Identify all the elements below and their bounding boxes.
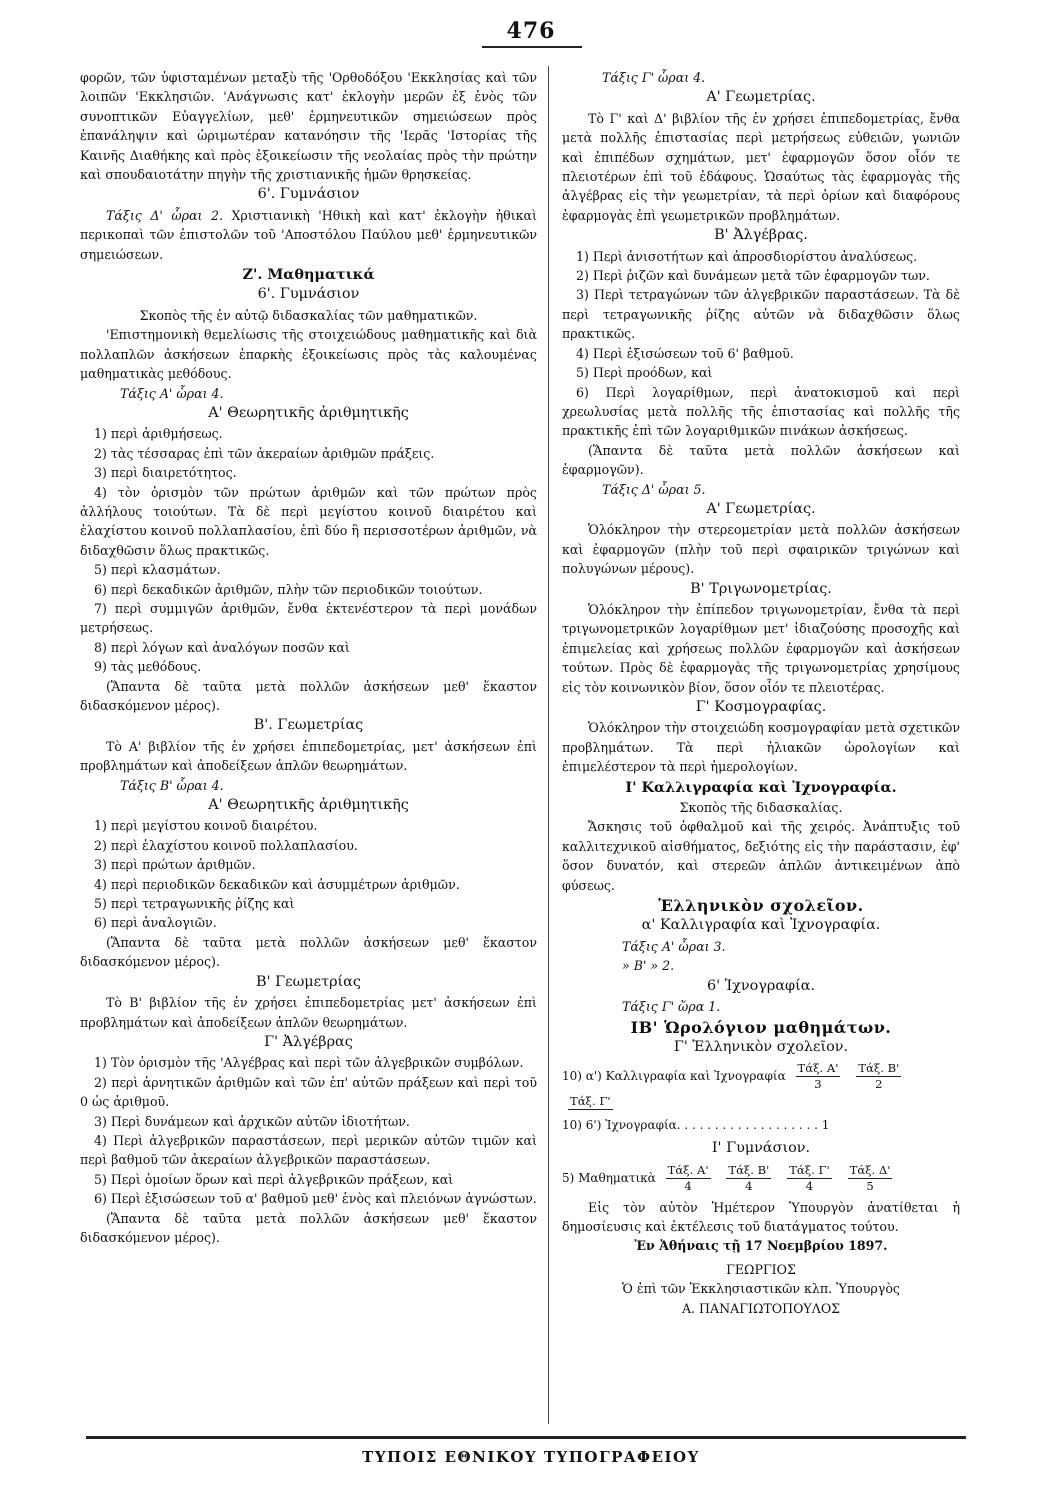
class-hours: Τάξις Β' ὧραι 4. (120, 777, 224, 793)
heading-arithmetic: Α' Θεωρητικῆς ἀριθμητικῆς (208, 404, 409, 421)
paragraph-foundation: 'Επιστημονικὴ θεμελίωσις τῆς στοιχειώδους μαθηματικῆς καὶ διὰ πολλαπλῶν ἀσκήσεων ἐπαρκὴς ἐξοικείωσις πρὸς τὰς καλουμένας μαθηματικὰς μεθόδους. (80, 327, 537, 382)
heading-geometry: Α' Γεωμετρίας. (706, 89, 816, 106)
paragraph-trigonometry: Ὁλόκληρον τὴν ἐπίπεδον τριγωνομετρίαν, ἔνθα τὰ περὶ τριγωνομετρικῶν λογαρίθμων μετ' ἰδιαζούσης προσοχῆς καὶ ἐπιμελείας καὶ χρήσεως πολλῶν ἐφαρμογῶν καὶ ἀσκήσεων τούτων. Πρὸς δὲ ἐφαρμογὰς τῆς τριγωνομετρίας χρησίμους εἰς τὸν κοινωνικὸν βίον, ὅσον οἷόν τε πλειοτέρας. (562, 601, 960, 695)
schedule-row-mathematics (562, 1163, 960, 1194)
list-item: 9) τὰς μεθόδους. (94, 659, 202, 675)
schedule-cell: $\frac{\text{Τάξ. Γ'}}{4}$ (789, 1162, 830, 1193)
list-item: 5) Περὶ ὁμοίων ὅρων καὶ περὶ ἀλγεβρικῶν πράξεων, καὶ (94, 1171, 454, 1187)
schedule-cell: $\frac{\text{Τάξ. Β'}}{4}$ (728, 1162, 770, 1193)
list-item: 1) περὶ ἀριθμήσεως. (94, 426, 223, 442)
list-item: 8) περὶ λόγων καὶ ἀναλόγων ποσῶν καὶ (94, 639, 350, 655)
list-item: 7) περὶ συμμιγῶν ἀριθμῶν, ἔνθα ἐκτενέστερον τὰ περὶ μονάδων μετρήσεως. (80, 600, 537, 636)
list-item: 2) περὶ ἀρνητικῶν ἀριθμῶν καὶ τῶν ἐπ' αὐτῶν πράξεων καὶ περὶ τοῦ 0 ὡς ἀριθμοῦ. (80, 1074, 537, 1110)
schedule-label: 5) Μαθηματικὰ (562, 1170, 656, 1185)
heading-hellenic-school: Ἑλληνικὸν σχολεῖον. (658, 896, 864, 916)
heading-algebra: Β' Ἀλγέβρας. (714, 227, 808, 244)
list-item: 3) Περὶ τετραγώνων τῶν ἀλγεβρικῶν παραστάσεων. Τὰ δὲ περὶ τετραγωνικῆς ῥίζης αὐτῶν νὰ διδαχθῶσιν ὅλως πρακτικῶς. (562, 287, 960, 342)
note: (Ἅπαντα δὲ ταῦτα μετὰ πολλῶν ἀσκήσεων μεθ' ἕκαστον διδασκόμενον μέρος). (80, 934, 537, 970)
column-divider (548, 66, 549, 1424)
schedule-row-calligraphy (562, 1061, 960, 1111)
paragraph-decree-execution: Εἰς τὸν αὐτὸν Ἡμέτερον Ὑπουργὸν ἀνατίθεται ἡ δημοσίευσις καὶ ἐκτέλεσις τοῦ διατάγματος τούτου. (562, 1199, 960, 1234)
heading-gymnasium: Ι' Γυμνάσιον. (711, 1140, 811, 1157)
list-item: 6) περὶ ἀναλογιῶν. (94, 915, 217, 931)
note: (Ἅπαντα δὲ ταῦτα μετὰ πολλῶν ἀσκήσεων μεθ' ἕκαστον διδασκόμενον μέρος). (80, 1210, 537, 1245)
paragraph-calligraphy: Ἄσκησις τοῦ ὀφθαλμοῦ καὶ τῆς χειρός. Ἀνάπτυξις τοῦ καλλιτεχνικοῦ αἰσθήματος, δεξιότης εἰς τὴν παράστασιν, ἐφ' ὅσον δυνατόν, καὶ στερεῶν ἁπλῶν ἀντικειμένων ἀπὸ φύσεως. (562, 819, 960, 893)
list-item: 2) τὰς τέσσαρας ἐπὶ τῶν ἀκεραίων ἀριθμῶν πράξεις. (94, 445, 435, 461)
list-item: 1) Περὶ ἀνισοτήτων καὶ ἀπροσδιορίστου ἀναλύσεως. (576, 248, 918, 264)
list-item: 4) Περὶ ἐξισώσεων τοῦ 6' βαθμοῦ. (576, 345, 794, 361)
heading-trigonometry: Β' Τριγωνομετρίας. (690, 580, 832, 597)
paragraph-cosmography: Ὁλόκληρον τὴν στοιχειώδη κοσμογραφίαν μετὰ σχετικῶν προβλημάτων. Τὰ περὶ ἡλιακῶν ὡρολογίων καὶ ἐπιμελέστερον τὰ περὶ ἡμερολογίων. (562, 720, 960, 775)
list-item: 2) Περὶ ῥιζῶν καὶ δυνάμεων μετὰ τῶν ἐφαρμογῶν των. (576, 268, 930, 284)
heading-calligraphy: α' Καλλιγραφία καὶ Ἰχνογραφία. (641, 917, 881, 934)
heading-gymnasium: 6'. Γυμνάσιον (257, 186, 360, 203)
arithmetic-list-a (80, 424, 537, 676)
list-item: 6) περὶ δεκαδικῶν ἀριθμῶν, πλὴν τῶν περιοδικῶν τοιούτων. (94, 581, 483, 597)
ethics-text: Χριστιανικὴ 'Ηθικὴ καὶ κατ' ἐκλογὴν ἠθικαὶ περικοπαὶ τῶν ἐπιστολῶν τοῦ 'Αποστόλου Παύλου μεθ' ἑρμηνευτικῶν σημειώσεων. (80, 207, 537, 262)
list-item: 3) Περὶ δυνάμεων καὶ ἀρχικῶν αὐτῶν ἰδιοτήτων. (94, 1113, 410, 1129)
list-item: 5) περὶ κλασμάτων. (94, 562, 221, 578)
schedule-cell: Τάξ. Γ' (570, 1093, 611, 1108)
class-hours: Τάξις Γ' ὥρα 1. (622, 999, 721, 1015)
heading-mathematics: Ζ'. Μαθηματικά (242, 266, 375, 284)
schedule-label: 10) α') Καλλιγραφία καὶ Ἰχνογραφία (562, 1069, 786, 1084)
list-item: 3) περὶ διαιρετότητος. (94, 465, 237, 481)
heading-drawing: 6' Ἰχνογραφία. (706, 977, 816, 994)
paragraph-ethics (80, 206, 537, 264)
class-hours: Τάξις Δ' ὧραι 5. (602, 481, 706, 497)
heading-geometry: Β' Γεωμετρίας (256, 973, 361, 990)
page-number: 476 (506, 18, 556, 44)
heading-geometry: Α' Γεωμετρίας. (706, 500, 816, 517)
algebra-list (562, 247, 960, 441)
heading-arithmetic: Α' Θεωρητικῆς ἀριθμητικῆς (208, 797, 409, 814)
list-item: 6) Περὶ λογαρίθμων, περὶ ἀνατοκισμοῦ καὶ περὶ χρεωλυσίας μετὰ πολλῆς τῆς ἐπιστασίας καὶ πολλῆς τῆς πρακτικῆς ἐπὶ τῶν λογαριθμικῶν πινάκων ἀσκήσεως. (562, 384, 960, 439)
list-item: 3) περὶ πρώτων ἀριθμῶν. (94, 857, 256, 873)
paragraph-geometry: Τὸ Α' βιβλίον τῆς ἐν χρήσει ἐπιπεδομετρίας, μετ' ἀσκήσεων ἐπὶ προβλημάτων καὶ ἀποδείξεων ἁπλῶν θεωρημάτων. (80, 738, 537, 774)
class-hours: Τάξις Α' ὧραι 4. (120, 385, 224, 401)
heading-calligraphy: Ι' Καλλιγραφία καὶ Ἰχνογραφία. (625, 778, 897, 796)
list-item: 2) περὶ ἐλαχίστου κοινοῦ πολλαπλασίου. (94, 837, 358, 853)
schedule-row-drawing: 10) 6') Ἰχνογραφία. . . . . . . . . . . . . . . . . . . 1 (562, 1117, 830, 1132)
arithmetic-list-b (80, 816, 537, 932)
heading-gymnasium: 6'. Γυμνάσιον (257, 286, 360, 303)
class-hours: Τάξις Α' ὧραι 3. (622, 938, 726, 954)
paragraph-geometry: Τὸ Γ' καὶ Δ' βιβλίον τῆς ἐν χρήσει ἐπιπεδομετρίας, ἔνθα μετὰ πολλῆς ἐπιστασίας περὶ μετρήσεως εὐθειῶν, γωνιῶν καὶ ἐπιπέδων σχημάτων, μετ' ἐφαρμογῶν ὅσον οἷόν τε πλειοτέρων ἐπὶ τοῦ ἐδάφους. Ὡσαύτως τὰς ἐφαρμογὰς τῆς ἀλγέβρας εἰς τὴν γεωμετρίαν, τὰ περὶ ὁρίων καὶ διαφόρους ἐφαρμογὰς ἐπὶ γεωμετρικῶν προβλημάτων. (562, 110, 960, 223)
class-hours: Τάξις Γ' ὧραι 4. (602, 70, 706, 85)
bottom-rule (86, 1436, 966, 1439)
signature-king: ΓΕΩΡΓΙΟΣ (726, 1261, 796, 1277)
paragraph-religion: φορῶν, τῶν ὑφισταμένων μεταξὺ τῆς 'Ορθοδόξου 'Εκκλησίας καὶ τῶν λοιπῶν 'Εκκλησιῶν. 'Ανάγνωσις κατ' ἐκλογὴν μερῶν ἐξ ἑνὸς τῶν συνοπτικῶν Εὐαγγελίων, μεθ' ἑρμηνευτικῶν σημειώσεων πρὸς ἐπανάληψιν καὶ ὡριμωτέραν κατανόησιν τῆς 'Ιερᾶς 'Ιστορίας τῆς Καινῆς Διαθήκης καὶ πρὸς ἐξοικείωσιν τῆς νεολαίας πρὸς τὴν πρώτην καὶ σπουδαιοτάτην πηγὴν τῆς χριστιανικῆς ἡμῶν θρησκείας. (80, 70, 537, 183)
list-item: 4) Περὶ ἀλγεβρικῶν παραστάσεων, περὶ μερικῶν αὐτῶν τιμῶν καὶ περὶ βαθμοῦ τῶν ἀκεραίων ἀλγεβρικῶν παραστάσεων. (80, 1132, 537, 1168)
list-item: 6) Περὶ ἐξισώσεων τοῦ α' βαθμοῦ μεθ' ἑνὸς καὶ πλειόνων ἀγνώστων. (94, 1191, 537, 1207)
heading-hellenic-school: Γ' Ἑλληνικὸν σχολεῖον. (673, 1038, 849, 1055)
signature-role: Ὁ ἐπὶ τῶν Ἐκκλησιαστικῶν κλπ. Ὑπουργὸς (622, 1281, 900, 1297)
list-item: 1) περὶ μεγίστου κοινοῦ διαιρέτου. (94, 818, 318, 834)
heading-geometry: Β'. Γεωμετρίας (253, 717, 364, 734)
note: (Ἅπαντα δὲ ταῦτα μετὰ πολλῶν ἀσκήσεων καὶ ἐφαρμογῶν). (562, 442, 960, 478)
list-item: 4) τὸν ὁρισμὸν τῶν πρώτων ἀριθμῶν καὶ τῶν πρώτων πρὸς ἀλλήλους τοιούτων. Τὰ δὲ περὶ μεγίστου κοινοῦ διαιρέτου καὶ ἐλαχίστου κοινοῦ πολλαπλασίου, ἐπὶ δύο ἢ περισσοτέρων ἀριθμῶν, νὰ διδαχθῶσιν ὅλως πρακτικῶς. (80, 484, 537, 558)
heading-cosmography: Γ' Κοσμογραφίας. (695, 699, 827, 715)
purpose-line: Σκοπὸς τῆς ἐν αὐτῷ διδασκαλίας τῶν μαθηματικῶν. (139, 307, 478, 323)
heading-timetable: ΙΒ' Ὡρολόγιον μαθημάτων. (630, 1017, 892, 1037)
list-item: 5) Περὶ προόδων, καὶ (576, 365, 713, 381)
schedule-cell: $\frac{\text{Τάξ. Β'}}{2}$ (858, 1061, 900, 1092)
list-item: 5) περὶ τετραγωνικῆς ῥίζης καὶ (94, 896, 295, 912)
paragraph-geometry: Τὸ Β' βιβλίον τῆς ἐν χρήσει ἐπιπεδομετρίας μετ' ἀσκήσεων ἐπὶ προβλημάτων καὶ ἀποδείξεων ἁπλῶν θεωρημάτων. (80, 995, 537, 1030)
top-rule (482, 46, 582, 48)
algebra-list (80, 1053, 537, 1208)
schedule-cell: $\frac{\text{Τάξ. Α'}}{4}$ (667, 1162, 709, 1193)
schedule-cell: $\frac{\text{Τάξ. Α'}}{3}$ (797, 1061, 839, 1092)
left-column (80, 68, 537, 1247)
decree-date: Ἐν Ἀθήναις τῇ 17 Νοεμβρίου 1897. (634, 1238, 888, 1254)
printer-line: ΤΥΠΟΙΣ ΕΘΝΙΚΟΥ ΤΥΠΟΓΡΑΦΕΙΟΥ (362, 1448, 700, 1466)
class-hours: » Β' » 2. (622, 958, 675, 974)
schedule-cell: $\frac{\text{Τάξ. Δ'}}{5}$ (849, 1162, 891, 1193)
right-column (562, 68, 960, 1318)
heading-algebra: Γ' Ἀλγέβρας (264, 1033, 353, 1050)
signature-minister: Α. ΠΑΝΑΓΙΩΤΟΠΟΥΛΟΣ (681, 1300, 841, 1316)
list-item: 4) περὶ περιοδικῶν δεκαδικῶν καὶ ἀσυμμέτρων ἀριθμῶν. (94, 876, 460, 892)
purpose-line: Σκοπὸς τῆς διδασκαλίας. (679, 800, 843, 816)
note: (Ἅπαντα δὲ ταῦτα μετὰ πολλῶν ἀσκήσεων μεθ' ἕκαστον διδασκόμενον μέρος). (80, 678, 537, 713)
class-hours: Τάξις Δ' ὧραι 2. (106, 207, 223, 223)
list-item: 1) Τὸν ὁρισμὸν τῆς 'Αλγέβρας καὶ περὶ τῶν ἀλγεβρικῶν συμβόλων. (94, 1055, 524, 1071)
paragraph-stereometry: Ὁλόκληρον τὴν στερεομετρίαν μετὰ πολλῶν ἀσκήσεων καὶ ἐφαρμογῶν (πλὴν τοῦ περὶ σφαιρικῶν τριγώνων καὶ πολυγώνων μέρους). (562, 522, 960, 577)
